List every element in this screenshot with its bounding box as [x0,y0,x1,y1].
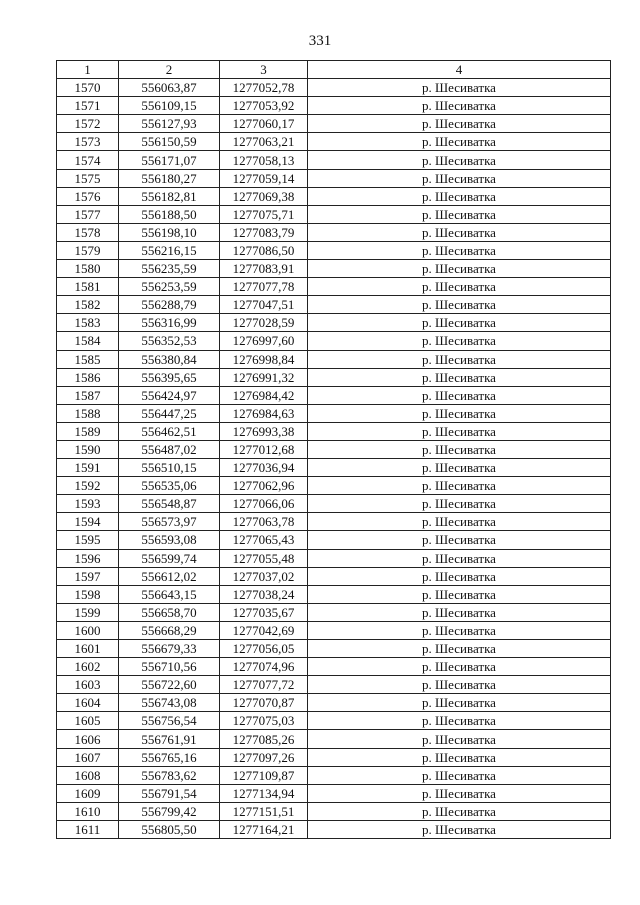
description-cell: р. Шесиватка [308,440,611,458]
coord-y-cell: 1277042,69 [220,621,308,639]
coord-y-cell: 1277036,94 [220,459,308,477]
coord-y-cell: 1277164,21 [220,820,308,838]
point-number-cell: 1605 [57,712,119,730]
coord-x-cell: 556462,51 [119,422,220,440]
description-cell: р. Шесиватка [308,459,611,477]
table-row [57,477,611,495]
coordinates-table [56,60,611,839]
table-row [57,223,611,241]
description-cell: р. Шесиватка [308,205,611,223]
description-cell: р. Шесиватка [308,585,611,603]
point-number-cell: 1598 [57,585,119,603]
point-number-cell: 1604 [57,694,119,712]
table-row [57,332,611,350]
description-cell: р. Шесиватка [308,350,611,368]
table-row [57,748,611,766]
table-body [57,79,611,839]
point-number-cell: 1585 [57,350,119,368]
coord-y-cell: 1277083,91 [220,260,308,278]
coord-x-cell: 556188,50 [119,205,220,223]
description-cell: р. Шесиватка [308,513,611,531]
point-number-cell: 1583 [57,314,119,332]
description-cell: р. Шесиватка [308,169,611,187]
table-row [57,260,611,278]
coord-y-cell: 1276984,42 [220,386,308,404]
table-row [57,567,611,585]
table-row [57,169,611,187]
coord-x-cell: 556447,25 [119,404,220,422]
table-row [57,79,611,97]
point-number-cell: 1599 [57,603,119,621]
coord-y-cell: 1277062,96 [220,477,308,495]
point-number-cell: 1580 [57,260,119,278]
coord-x-cell: 556783,62 [119,766,220,784]
coord-y-cell: 1277086,50 [220,241,308,259]
description-cell: р. Шесиватка [308,694,611,712]
coord-x-cell: 556756,54 [119,712,220,730]
coord-x-cell: 556253,59 [119,278,220,296]
coord-y-cell: 1277028,59 [220,314,308,332]
coord-x-cell: 556424,97 [119,386,220,404]
table-row [57,549,611,567]
coord-x-cell: 556316,99 [119,314,220,332]
point-number-cell: 1601 [57,640,119,658]
header-col-1: 1 [57,61,119,79]
point-number-cell: 1576 [57,187,119,205]
table-row [57,585,611,603]
coord-y-cell: 1277074,96 [220,658,308,676]
description-cell: р. Шесиватка [308,422,611,440]
table-row [57,802,611,820]
point-number-cell: 1602 [57,658,119,676]
description-cell: р. Шесиватка [308,187,611,205]
coord-y-cell: 1277066,06 [220,495,308,513]
point-number-cell: 1570 [57,79,119,97]
coord-x-cell: 556063,87 [119,79,220,97]
coord-y-cell: 1277070,87 [220,694,308,712]
coord-y-cell: 1277055,48 [220,549,308,567]
point-number-cell: 1574 [57,151,119,169]
table-row [57,712,611,730]
table-row [57,513,611,531]
coord-x-cell: 556487,02 [119,440,220,458]
table-row [57,495,611,513]
point-number-cell: 1607 [57,748,119,766]
description-cell: р. Шесиватка [308,676,611,694]
coord-y-cell: 1277085,26 [220,730,308,748]
coord-x-cell: 556171,07 [119,151,220,169]
coord-y-cell: 1277056,05 [220,640,308,658]
description-cell: р. Шесиватка [308,658,611,676]
point-number-cell: 1582 [57,296,119,314]
coord-x-cell: 556761,91 [119,730,220,748]
coord-y-cell: 1277075,03 [220,712,308,730]
point-number-cell: 1603 [57,676,119,694]
description-cell: р. Шесиватка [308,151,611,169]
description-cell: р. Шесиватка [308,79,611,97]
description-cell: р. Шесиватка [308,241,611,259]
description-cell: р. Шесиватка [308,115,611,133]
coord-x-cell: 556668,29 [119,621,220,639]
description-cell: р. Шесиватка [308,603,611,621]
coord-y-cell: 1276997,60 [220,332,308,350]
coord-y-cell: 1277063,78 [220,513,308,531]
description-cell: р. Шесиватка [308,712,611,730]
coord-x-cell: 556799,42 [119,802,220,820]
coord-y-cell: 1277109,87 [220,766,308,784]
description-cell: р. Шесиватка [308,386,611,404]
point-number-cell: 1609 [57,784,119,802]
coord-y-cell: 1277069,38 [220,187,308,205]
table-row [57,784,611,802]
table-row [57,404,611,422]
table-row [57,314,611,332]
coord-y-cell: 1277060,17 [220,115,308,133]
description-cell: р. Шесиватка [308,477,611,495]
coord-y-cell: 1277063,21 [220,133,308,151]
coord-x-cell: 556288,79 [119,296,220,314]
coord-x-cell: 556380,84 [119,350,220,368]
table-row [57,241,611,259]
table-row [57,658,611,676]
point-number-cell: 1597 [57,567,119,585]
table-row [57,296,611,314]
table-row [57,187,611,205]
description-cell: р. Шесиватка [308,640,611,658]
coord-x-cell: 556235,59 [119,260,220,278]
point-number-cell: 1594 [57,513,119,531]
description-cell: р. Шесиватка [308,223,611,241]
coord-y-cell: 1277059,14 [220,169,308,187]
table-row [57,422,611,440]
point-number-cell: 1595 [57,531,119,549]
point-number-cell: 1606 [57,730,119,748]
coord-x-cell: 556395,65 [119,368,220,386]
coord-x-cell: 556791,54 [119,784,220,802]
coord-x-cell: 556765,16 [119,748,220,766]
coord-x-cell: 556535,06 [119,477,220,495]
coord-y-cell: 1277053,92 [220,97,308,115]
coord-y-cell: 1276991,32 [220,368,308,386]
coord-x-cell: 556599,74 [119,549,220,567]
description-cell: р. Шесиватка [308,97,611,115]
coord-y-cell: 1277151,51 [220,802,308,820]
point-number-cell: 1600 [57,621,119,639]
coord-x-cell: 556805,50 [119,820,220,838]
table-row [57,440,611,458]
description-cell: р. Шесиватка [308,820,611,838]
table-row [57,640,611,658]
coord-y-cell: 1277097,26 [220,748,308,766]
point-number-cell: 1575 [57,169,119,187]
header-col-3: 3 [220,61,308,79]
coord-x-cell: 556593,08 [119,531,220,549]
description-cell: р. Шесиватка [308,332,611,350]
point-number-cell: 1610 [57,802,119,820]
point-number-cell: 1577 [57,205,119,223]
coord-x-cell: 556658,70 [119,603,220,621]
coord-x-cell: 556548,87 [119,495,220,513]
table-row [57,676,611,694]
point-number-cell: 1587 [57,386,119,404]
coord-x-cell: 556743,08 [119,694,220,712]
description-cell: р. Шесиватка [308,766,611,784]
coord-y-cell: 1277077,72 [220,676,308,694]
point-number-cell: 1590 [57,440,119,458]
description-cell: р. Шесиватка [308,730,611,748]
coord-y-cell: 1277134,94 [220,784,308,802]
table-row [57,766,611,784]
coord-x-cell: 556643,15 [119,585,220,603]
coord-y-cell: 1277047,51 [220,296,308,314]
table-row [57,730,611,748]
coord-x-cell: 556127,93 [119,115,220,133]
description-cell: р. Шесиватка [308,802,611,820]
point-number-cell: 1593 [57,495,119,513]
table-row [57,97,611,115]
coord-x-cell: 556510,15 [119,459,220,477]
coord-x-cell: 556109,15 [119,97,220,115]
coord-x-cell: 556216,15 [119,241,220,259]
point-number-cell: 1572 [57,115,119,133]
description-cell: р. Шесиватка [308,296,611,314]
table-header [57,61,611,79]
table-row [57,151,611,169]
table-row [57,621,611,639]
coord-y-cell: 1276993,38 [220,422,308,440]
coord-y-cell: 1277038,24 [220,585,308,603]
description-cell: р. Шесиватка [308,621,611,639]
coord-x-cell: 556352,53 [119,332,220,350]
point-number-cell: 1584 [57,332,119,350]
header-row [57,61,611,79]
coord-x-cell: 556679,33 [119,640,220,658]
point-number-cell: 1573 [57,133,119,151]
coord-x-cell: 556198,10 [119,223,220,241]
table-row [57,531,611,549]
coord-y-cell: 1277012,68 [220,440,308,458]
description-cell: р. Шесиватка [308,784,611,802]
coord-x-cell: 556573,97 [119,513,220,531]
header-col-4: 4 [308,61,611,79]
table-row [57,133,611,151]
description-cell: р. Шесиватка [308,314,611,332]
coord-y-cell: 1277037,02 [220,567,308,585]
description-cell: р. Шесиватка [308,495,611,513]
point-number-cell: 1578 [57,223,119,241]
page-number: 331 [308,33,332,49]
point-number-cell: 1571 [57,97,119,115]
point-number-cell: 1596 [57,549,119,567]
table-row [57,368,611,386]
description-cell: р. Шесиватка [308,404,611,422]
point-number-cell: 1591 [57,459,119,477]
point-number-cell: 1589 [57,422,119,440]
coord-y-cell: 1277083,79 [220,223,308,241]
table-row [57,115,611,133]
coord-x-cell: 556612,02 [119,567,220,585]
description-cell: р. Шесиватка [308,133,611,151]
description-cell: р. Шесиватка [308,368,611,386]
coord-x-cell: 556722,60 [119,676,220,694]
point-number-cell: 1581 [57,278,119,296]
coord-y-cell: 1276998,84 [220,350,308,368]
description-cell: р. Шесиватка [308,531,611,549]
coord-y-cell: 1276984,63 [220,404,308,422]
point-number-cell: 1592 [57,477,119,495]
coord-x-cell: 556182,81 [119,187,220,205]
table-row [57,694,611,712]
point-number-cell: 1611 [57,820,119,838]
header-col-2: 2 [119,61,220,79]
coord-y-cell: 1277075,71 [220,205,308,223]
table-row [57,278,611,296]
description-cell: р. Шесиватка [308,278,611,296]
description-cell: р. Шесиватка [308,549,611,567]
coord-x-cell: 556150,59 [119,133,220,151]
coord-y-cell: 1277065,43 [220,531,308,549]
description-cell: р. Шесиватка [308,567,611,585]
point-number-cell: 1579 [57,241,119,259]
table-row [57,350,611,368]
coord-y-cell: 1277058,13 [220,151,308,169]
coord-y-cell: 1277052,78 [220,79,308,97]
table-row [57,386,611,404]
point-number-cell: 1608 [57,766,119,784]
description-cell: р. Шесиватка [308,748,611,766]
point-number-cell: 1586 [57,368,119,386]
table-row [57,459,611,477]
description-cell: р. Шесиватка [308,260,611,278]
point-number-cell: 1588 [57,404,119,422]
table-row [57,603,611,621]
coord-y-cell: 1277077,78 [220,278,308,296]
coord-x-cell: 556180,27 [119,169,220,187]
coord-x-cell: 556710,56 [119,658,220,676]
table-row [57,205,611,223]
coord-y-cell: 1277035,67 [220,603,308,621]
table-row [57,820,611,838]
